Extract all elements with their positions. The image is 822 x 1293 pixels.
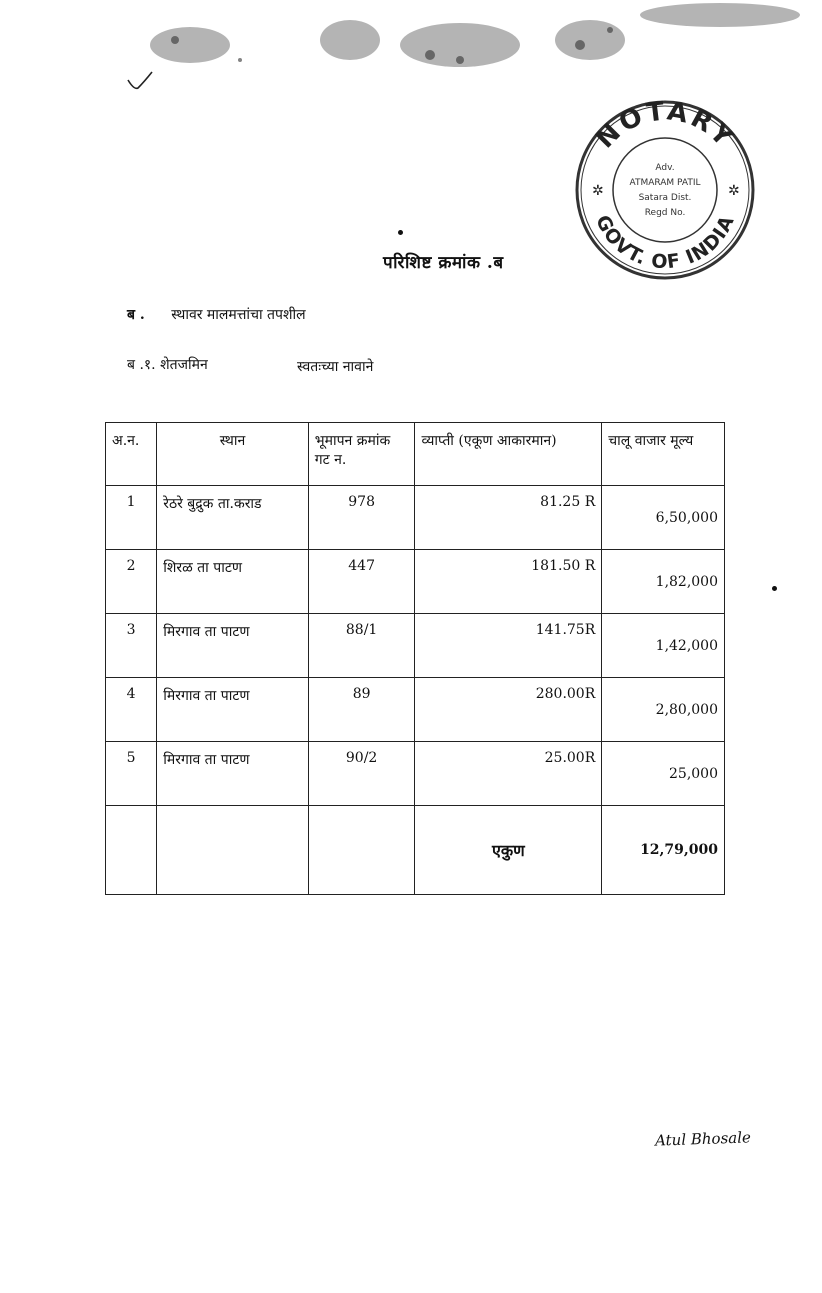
section-b1 — [127, 355, 374, 375]
cell-assessment: 81.25 R — [415, 486, 602, 550]
signature: Atul Bhosale — [654, 1128, 752, 1150]
stamp-inner-line-2: ATMARAM PATIL — [629, 178, 701, 188]
cell-assessment: 181.50 R — [415, 550, 602, 614]
ink-dot — [772, 586, 777, 591]
ink-dot — [398, 230, 403, 235]
cell-market-value: 6,50,000 — [602, 486, 725, 550]
section-b — [127, 305, 306, 324]
cell-place: शिरळ ता पाटण — [157, 550, 309, 614]
svg-text:✲: ✲ — [592, 183, 604, 199]
header-assessment: व्याप्ती (एकूण आकारमान) — [415, 423, 602, 486]
header-place: स्थान — [157, 423, 309, 486]
notary-stamp — [570, 95, 760, 285]
cell-survey: 88/1 — [308, 614, 415, 678]
cell-place: मिरगाव ता पाटण — [157, 742, 309, 806]
cell-assessment: 25.00R — [415, 742, 602, 806]
cell-sr: 3 — [106, 614, 157, 678]
cell-survey: 447 — [308, 550, 415, 614]
cell-sr: 1 — [106, 486, 157, 550]
stamp-top-text: NOTARY — [590, 96, 740, 155]
cell-place: रेठरे बुद्रुक ता.कराड — [157, 486, 309, 550]
cell-assessment: 141.75R — [415, 614, 602, 678]
cell-empty — [106, 806, 157, 895]
cell-market-value: 2,80,000 — [602, 678, 725, 742]
section-b1-owner: स्वतःच्या नावाने — [297, 359, 374, 375]
table-row — [106, 486, 725, 550]
table-row — [106, 614, 725, 678]
table-total-row — [106, 806, 725, 895]
cell-assessment: 280.00R — [415, 678, 602, 742]
cell-survey: 90/2 — [308, 742, 415, 806]
page-title: परिशिष्ट क्रमांक .ब — [383, 253, 504, 273]
cell-market-value: 25,000 — [602, 742, 725, 806]
cell-place: मिरगाव ता पाटण — [157, 678, 309, 742]
tick-mark-icon — [126, 70, 156, 92]
cell-survey: 978 — [308, 486, 415, 550]
header-survey: भूमापन क्रमांक गट न. — [308, 423, 415, 486]
land-table — [105, 422, 725, 895]
table-header-row — [106, 423, 725, 486]
svg-text:NOTARY — [590, 96, 740, 154]
header-market-value: चालू वाजार मूल्य — [602, 423, 725, 486]
cell-market-value: 1,42,000 — [602, 614, 725, 678]
cell-sr: 2 — [106, 550, 157, 614]
header-sr: अ.न. — [106, 423, 157, 486]
section-b1-prefix: ब .१. शेतजमिन — [127, 357, 208, 373]
table-row — [106, 678, 725, 742]
stamp-inner-line-4: Regd No. — [644, 208, 686, 218]
cell-market-value: 1,82,000 — [602, 550, 725, 614]
cell-empty — [157, 806, 309, 895]
cell-survey: 89 — [308, 678, 415, 742]
cell-sr: 5 — [106, 742, 157, 806]
total-value: 12,79,000 — [602, 806, 725, 895]
section-b-title: स्थावर मालमत्तांचा तपशील — [171, 307, 306, 323]
table-row — [106, 742, 725, 806]
total-label: एकुण — [415, 806, 602, 895]
stamp-inner-line-3: Satara Dist. — [638, 193, 692, 203]
section-b-prefix: ब . — [127, 307, 145, 323]
stamp-inner-line-1: Adv. — [655, 163, 675, 173]
table-row — [106, 550, 725, 614]
cell-sr: 4 — [106, 678, 157, 742]
scan-noise — [100, 0, 822, 110]
stamp-bottom-text: GOVT. OF INDIA — [591, 211, 739, 274]
cell-empty — [308, 806, 415, 895]
svg-text:✲: ✲ — [728, 183, 740, 199]
cell-place: मिरगाव ता पाटण — [157, 614, 309, 678]
